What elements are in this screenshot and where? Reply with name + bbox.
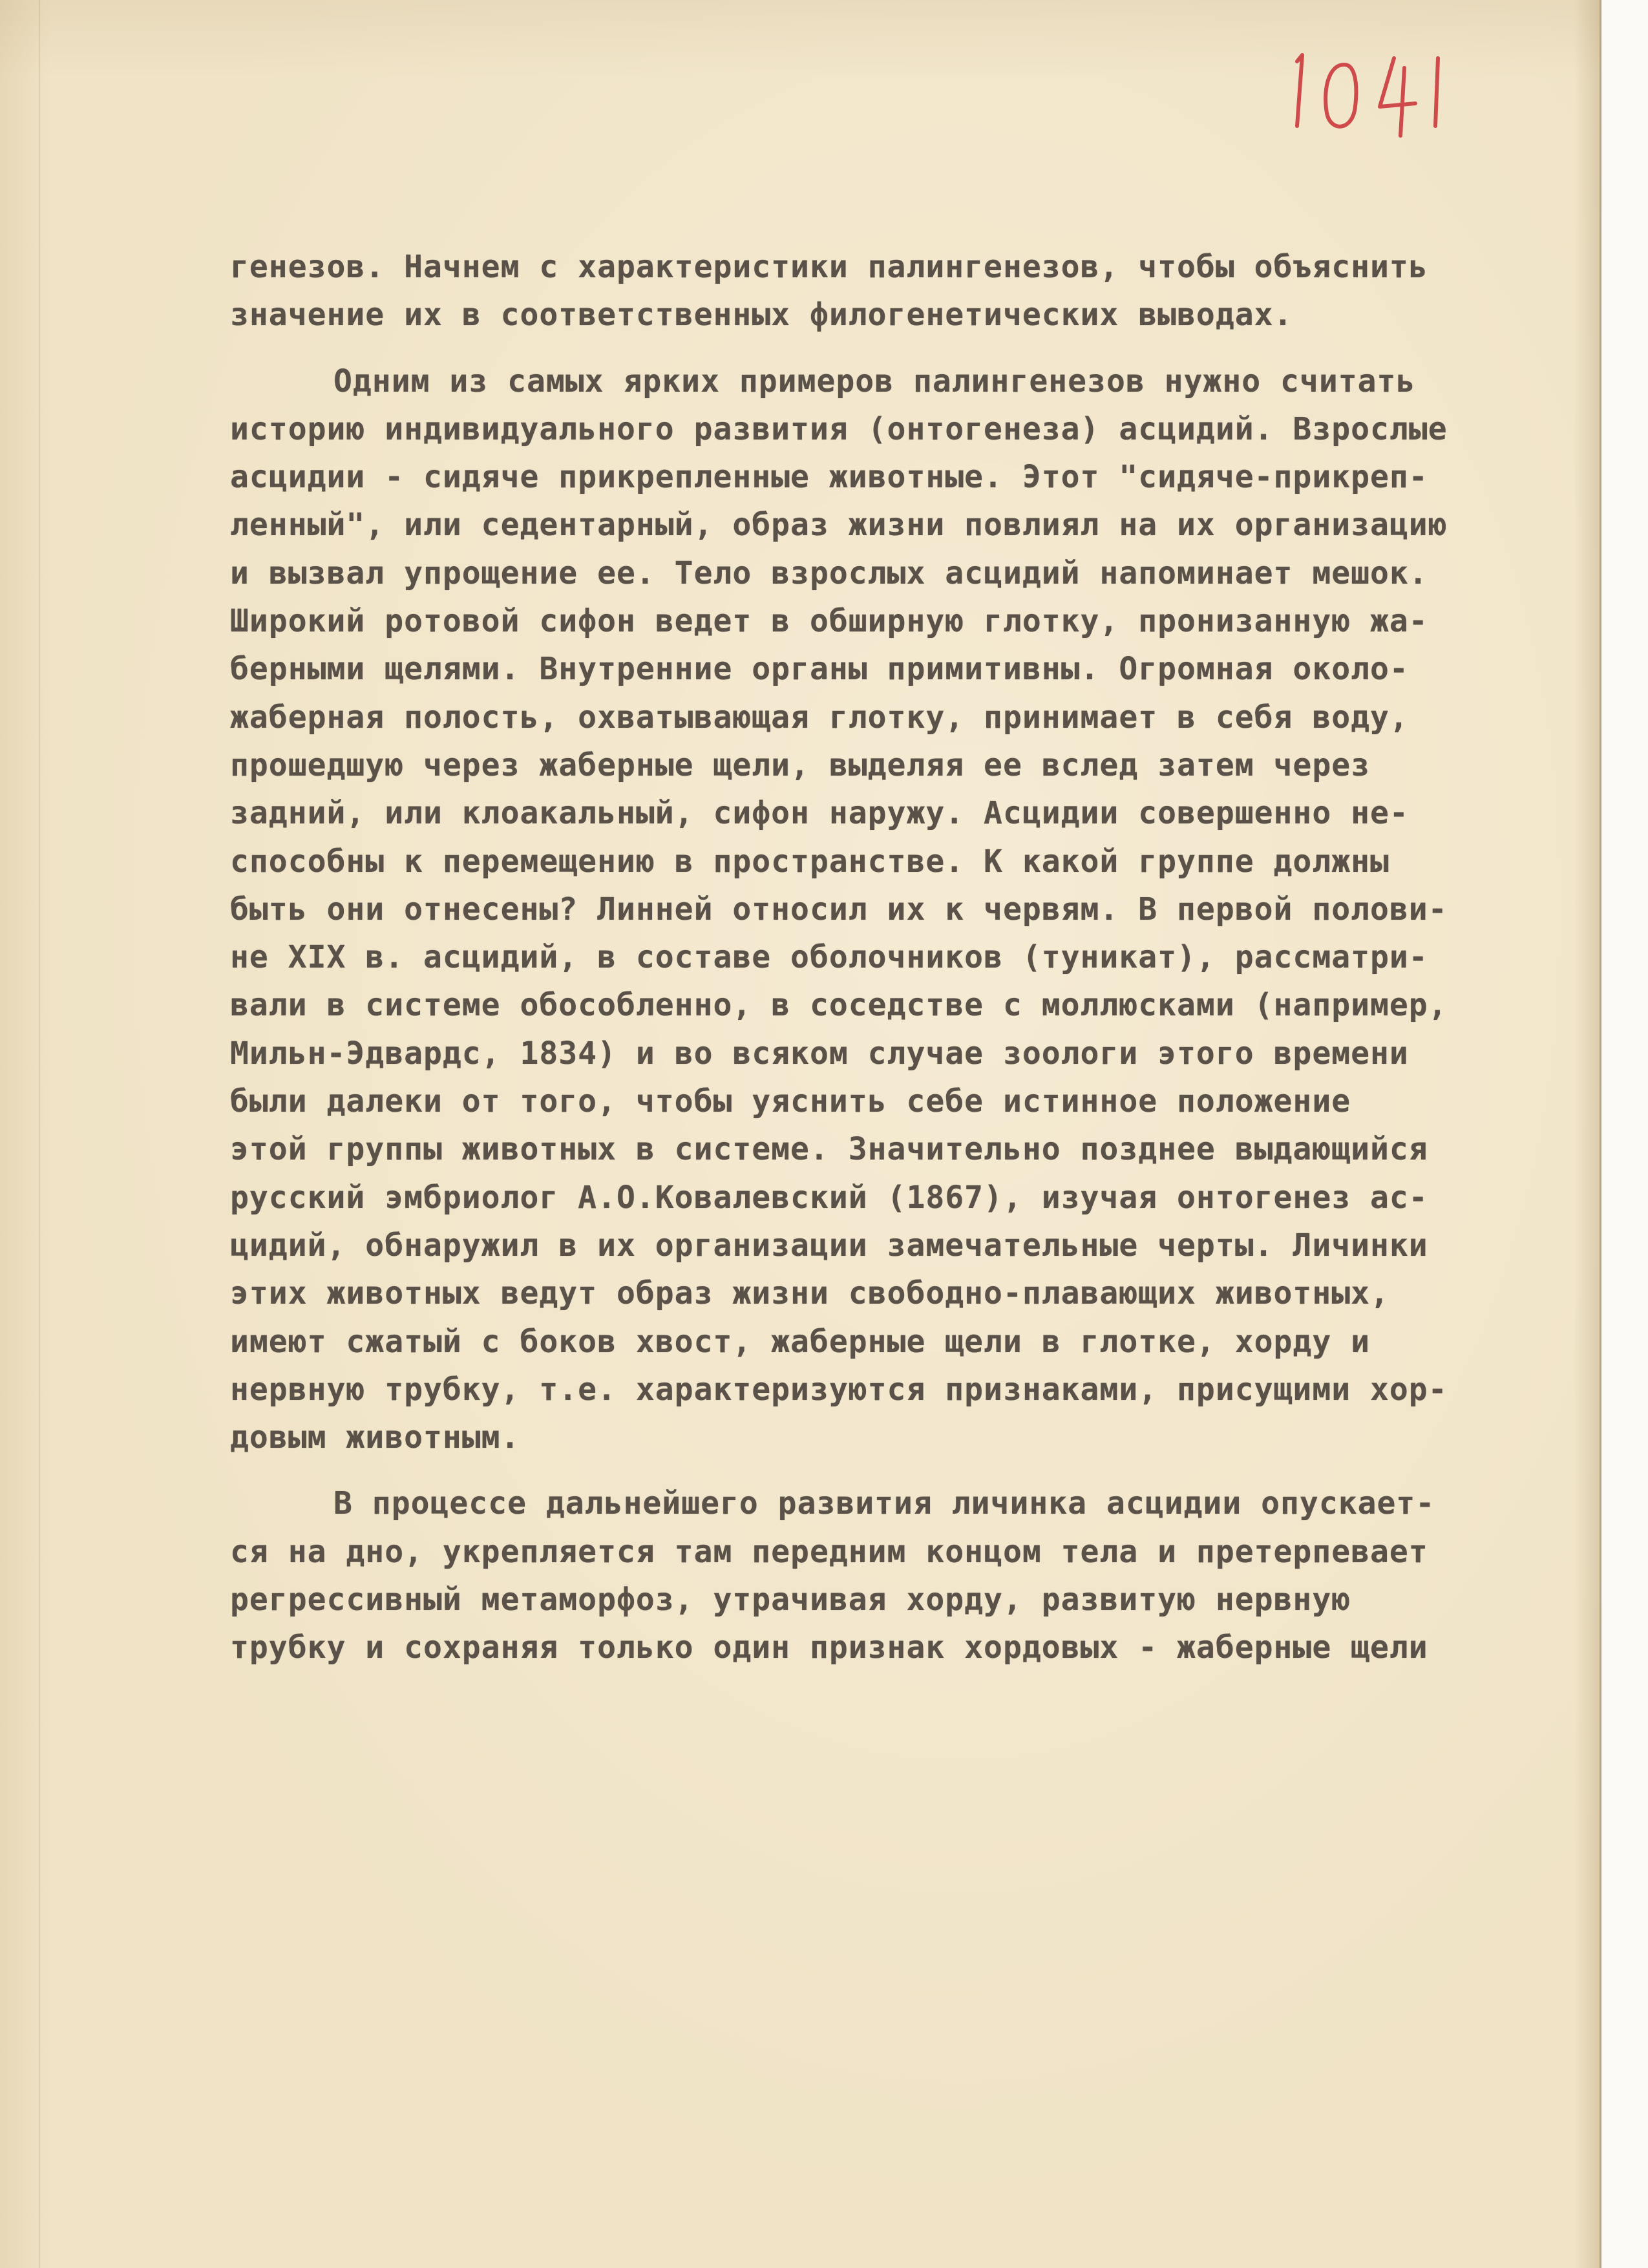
text-line: В процессе дальнейшего развития личинка асцидии опускает- — [333, 1485, 1435, 1522]
text-line: способны к перемещению в пространстве. К какой группе должны — [230, 843, 1389, 880]
text-line: регрессивный метаморфоз, утрачивая хорду, развитую нервную — [230, 1582, 1351, 1618]
text-line: имеют сжатый с боков хвост, жаберные щели в глотке, хорду и — [230, 1323, 1371, 1360]
text-line: были далеки от того, чтобы уяснить себе истинное положение — [230, 1083, 1351, 1120]
text-line: довым животным. — [230, 1419, 520, 1456]
text-line: ленный", или седентарный, образ жизни повлиял на их организацию — [230, 507, 1448, 544]
text-line: цидий, обнаружил в их организации замечательные черты. Личинки — [230, 1227, 1428, 1264]
text-line: жаберная полость, охватывающая глотку, принимает в себя воду, — [230, 699, 1409, 736]
text-line: этой группы животных в системе. Значительно позднее выдающийся — [230, 1131, 1428, 1168]
text-line: историю индивидуального развития (онтогенеза) асцидий. Взрослые — [230, 410, 1448, 447]
text-line: вали в системе обособленно, в соседстве с моллюсками (например, — [230, 987, 1448, 1024]
text-line: Мильн-Эдвардс, 1834) и во всяком случае зоологи этого времени — [230, 1035, 1409, 1072]
archive-sheet-number — [1283, 29, 1477, 145]
text-line: берными щелями. Внутренние органы примитивны. Огромная около- — [230, 651, 1409, 688]
paper-crease — [39, 0, 40, 2268]
text-line: трубку и сохраняя только один признак хордовых - жаберные щели — [230, 1629, 1428, 1666]
text-line: нервную трубку, т.е. характеризуются признаками, присущими хор- — [230, 1371, 1448, 1408]
text-line: русский эмбриолог А.О.Ковалевский (1867), изучая онтогенез ас- — [230, 1179, 1428, 1216]
text-line: ся на дно, укрепляется там передним концом тела и претерпевает — [230, 1533, 1428, 1570]
text-line: Одним из самых ярких примеров палингенезов нужно считать — [333, 363, 1416, 399]
text-line: Широкий ротовой сифон ведет в обширную глотку, пронизанную жа- — [230, 603, 1428, 640]
text-line: задний, или клоакальный, сифон наружу. Асцидии совершенно не- — [230, 795, 1409, 832]
text-line: быть они отнесены? Линней относил их к червям. В первой полови- — [230, 891, 1448, 927]
text-line: этих животных ведут образ жизни свободно-плавающих животных, — [230, 1275, 1389, 1312]
text-line: асцидии - сидяче прикрепленные животные. Этот "сидяче-прикреп- — [230, 459, 1428, 496]
text-line: прошедшую через жаберные щели, выделяя ее вслед затем через — [230, 747, 1371, 783]
text-line: не XIX в. асцидий, в составе оболочников (туникат), рассматри- — [230, 939, 1428, 976]
text-line: значение их в соответственных филогенетических выводах. — [230, 297, 1293, 334]
text-line: генезов. Начнем с характеристики палингенезов, чтобы объяснить — [230, 249, 1428, 285]
typed-text-body — [230, 243, 1600, 1672]
scan-background-edge — [1600, 0, 1648, 2268]
text-line: и вызвал упрощение ее. Тело взрослых асцидий напоминает мешок. — [230, 555, 1428, 591]
